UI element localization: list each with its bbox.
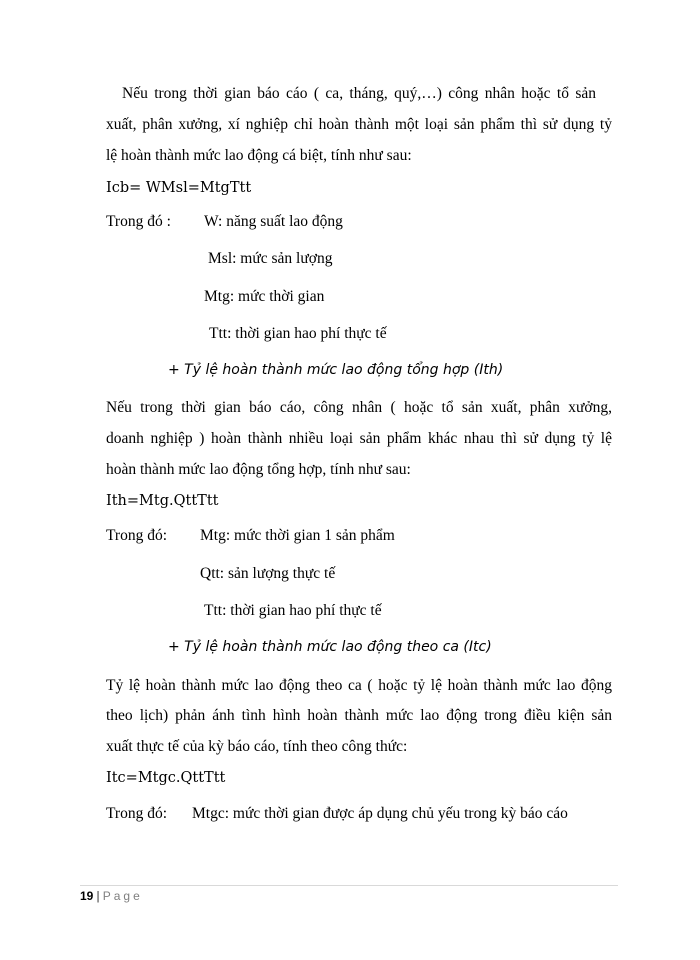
page-label: Page <box>102 889 143 903</box>
footer-divider <box>80 885 618 886</box>
page-number: 19 <box>80 889 94 903</box>
heading-ith: + Tỷ lệ hoàn thành mức lao động tổng hợp (Ith) <box>168 362 504 378</box>
page-footer <box>80 888 143 904</box>
paragraph1-line3: lệ hoàn thành mức lao động cá biệt, tính như sau: <box>106 147 412 164</box>
definition-ttt: Ttt: thời gian hao phí thực tế <box>209 325 387 342</box>
where-label-1: Trong đó : <box>106 213 171 230</box>
paragraph2-line2: doanh nghiệp ) hoàn thành nhiều loại sản phẩm khác nhau thì sử dụng tỷ lệ <box>106 430 612 447</box>
where-label-3: Trong đó: <box>106 805 168 822</box>
definition-mtgc: Mtgc: mức thời gian được áp dụng chủ yếu trong kỳ báo cáo <box>192 805 568 822</box>
paragraph3-line2: theo lịch) phản ánh tình hình hoàn thành mức lao động trong điều kiện sản <box>106 707 612 724</box>
paragraph3-line3: xuất thực tế của kỳ báo cáo, tính theo công thức: <box>106 738 408 755</box>
paragraph2-line1: Nếu trong thời gian báo cáo, công nhân ( hoặc tổ sản xuất, phân xưởng, <box>106 399 612 416</box>
definition-msl: Msl: mức sản lượng <box>208 250 333 267</box>
formula-itc: Itc=Mtgc.QttTtt <box>106 770 226 786</box>
heading-itc: + Tỷ lệ hoàn thành mức lao động theo ca (Itc) <box>168 639 492 655</box>
definition-mtg-2: Mtg: mức thời gian 1 sản phẩm <box>200 527 395 544</box>
paragraph1-line1: Nếu trong thời gian báo cáo ( ca, tháng, quý,…) công nhân hoặc tổ sản <box>122 85 596 102</box>
paragraph3-line1: Tỷ lệ hoàn thành mức lao động theo ca ( hoặc tỷ lệ hoàn thành mức lao động <box>106 677 612 694</box>
formula-icb: Icb= WMsl=MtgTtt <box>106 180 252 196</box>
paragraph2-line3: hoàn thành mức lao động tổng hợp, tính như sau: <box>106 461 411 478</box>
footer-separator: | <box>96 889 100 903</box>
definition-mtg: Mtg: mức thời gian <box>204 288 325 305</box>
definition-qtt: Qtt: sản lượng thực tế <box>200 565 336 582</box>
definition-ttt-2: Ttt: thời gian hao phí thực tế <box>204 602 382 619</box>
formula-ith: Ith=Mtg.QttTtt <box>106 493 219 509</box>
definition-w: W: năng suất lao động <box>204 213 343 230</box>
paragraph1-line2: xuất, phân xưởng, xí nghiệp chỉ hoàn thành một loại sản phẩm thì sử dụng tỷ <box>106 116 612 133</box>
where-label-2: Trong đó: <box>106 527 168 544</box>
